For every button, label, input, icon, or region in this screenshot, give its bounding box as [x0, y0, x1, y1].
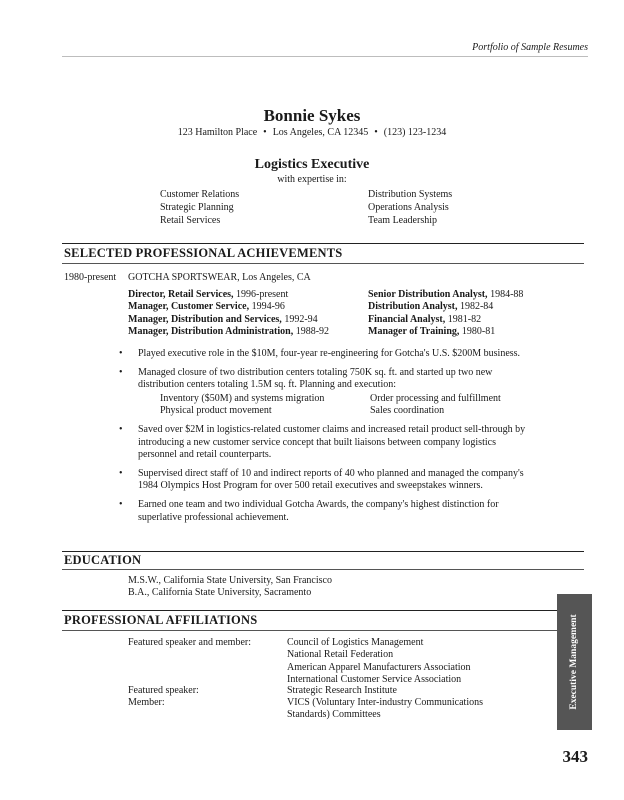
expertise-list-right [368, 188, 452, 227]
role-entry [368, 314, 523, 326]
education-list [128, 575, 332, 600]
page-number: 343 [562, 747, 588, 766]
planning-items [160, 393, 534, 418]
planning-item: Order processing and fulfillment [370, 392, 501, 404]
contact-separator: • [263, 127, 267, 138]
bullet-icon: • [119, 424, 123, 436]
planning-item: Physical product movement [160, 405, 272, 417]
role-years: 1981-82 [447, 313, 482, 325]
role-title: Manager of Training, [368, 326, 460, 338]
list-item [114, 424, 534, 461]
role-title: Distribution Analyst, [368, 301, 458, 313]
bullet-text: Supervised direct staff of 10 and indirect reports of 40 who planned and managed the company's 1984 Olympics Host Program for over 500 retail executives and sweepstakes winners. [138, 468, 524, 492]
role-entry [128, 289, 329, 301]
section-heading-achievements: SELECTED PROFESSIONAL ACHIEVEMENTS [64, 246, 343, 260]
expertise-item: Retail Services [160, 215, 221, 226]
contact-phone: (123) 123-1234 [383, 127, 447, 138]
expertise-item: Distribution Systems [368, 189, 453, 200]
role-title: Manager, Distribution Administration, [128, 326, 294, 338]
contact-separator: • [374, 127, 378, 138]
role-entry [128, 314, 329, 326]
role-entry [128, 326, 329, 338]
list-item [114, 367, 534, 418]
expertise-item: Operations Analysis [368, 202, 449, 213]
affiliation-org: American Apparel Manufacturers Association [287, 661, 471, 673]
role-years: 1988-92 [295, 326, 330, 338]
role-title: Manager, Customer Service, [128, 301, 250, 313]
affiliation-org: Standards) Committees [287, 709, 381, 721]
affiliation-org: International Customer Service Association [287, 674, 462, 686]
resume-name: Bonnie Sykes [263, 106, 361, 125]
affiliation-label: Member: [128, 697, 165, 708]
expertise-list-left [160, 188, 239, 227]
bullet-icon: • [119, 367, 123, 378]
roles-left [128, 289, 329, 339]
role-years: 1992-94 [284, 313, 318, 325]
resume-headline: Logistics Executive [254, 157, 370, 172]
employment-dates: 1980-present [64, 272, 117, 283]
header-rule [62, 56, 588, 57]
bullet-text: Played executive role in the $10M, four-year re-engineering for Gotcha's U.S. $200M business. [138, 348, 521, 359]
bullet-text: Saved over $2M in logistics-related customer claims and increased retail product sell-through by introducing a new customer service concept that built liaisons between company logistics personnel and retail counterparts. [138, 424, 526, 461]
section-rule [62, 263, 584, 264]
role-title: Senior Distribution Analyst, [368, 289, 488, 300]
role-title: Financial Analyst, [368, 313, 446, 325]
expertise-item: Team Leadership [368, 215, 437, 226]
section-heading-affiliations: PROFESSIONAL AFFILIATIONS [64, 613, 258, 627]
section-rule [62, 569, 584, 570]
affiliation-org: Strategic Research Institute [287, 685, 397, 696]
role-entry [368, 289, 523, 301]
list-item [114, 348, 534, 360]
affiliation-orgs [287, 637, 471, 687]
role-years: 1984-88 [490, 289, 524, 300]
bullet-icon: • [119, 348, 123, 359]
affiliation-label: Featured speaker: [128, 685, 199, 696]
role-title: Manager, Distribution and Services, [128, 313, 282, 325]
affiliation-org: National Retail Federation [287, 649, 394, 661]
role-years: 1994-96 [251, 301, 285, 313]
running-header: Portfolio of Sample Resumes [472, 42, 588, 53]
section-heading-education: EDUCATION [64, 553, 142, 567]
degree: M.S.W., California State University, San Francisco [128, 575, 332, 586]
planning-item: Inventory ($50M) and systems migration [160, 392, 325, 404]
roles-right [368, 289, 523, 339]
bullet-icon: • [119, 468, 123, 480]
role-entry [368, 326, 523, 338]
role-entry [128, 301, 329, 313]
list-item [114, 499, 534, 524]
contact-city: Los Angeles, CA 12345 [272, 127, 369, 138]
employer-name: GOTCHA SPORTSWEAR, Los Angeles, CA [128, 272, 311, 283]
bullet-text: Managed closure of two distribution centers totaling 750K sq. ft. and started up two new distribution centers totaling 1.5M sq. ft. Planning and execution: [138, 367, 493, 391]
section-rule [62, 630, 584, 631]
expertise-item: Customer Relations [160, 189, 240, 200]
bullet-text: Earned one team and two individual Gotcha Awards, the company's highest distinction for superlative professional achievement. [138, 499, 499, 523]
expertise-item: Strategic Planning [160, 202, 234, 213]
role-years: 1996-present [236, 289, 289, 300]
achievement-bullets [114, 348, 534, 531]
contact-address: 123 Hamilton Place [177, 127, 258, 138]
affiliation-org: Council of Logistics Management [287, 637, 424, 648]
role-years: 1982-84 [459, 301, 494, 313]
section-rule [62, 243, 584, 244]
affiliation-org: VICS (Voluntary Inter-industry Communications [287, 697, 483, 708]
role-years: 1980-81 [461, 326, 496, 338]
planning-item: Sales coordination [370, 405, 445, 417]
affiliation-orgs [287, 697, 483, 722]
side-tab-label: Executive Management [569, 614, 579, 710]
section-rule [62, 551, 584, 552]
bullet-icon: • [119, 499, 123, 511]
degree: B.A., California State University, Sacramento [128, 587, 312, 599]
expertise-intro: with expertise in: [277, 174, 347, 185]
contact-line [0, 127, 624, 138]
section-rule [62, 610, 584, 611]
affiliation-label: Featured speaker and member: [128, 637, 252, 648]
list-item [114, 468, 534, 493]
role-title: Director, Retail Services, [128, 289, 234, 300]
role-entry [368, 301, 523, 313]
